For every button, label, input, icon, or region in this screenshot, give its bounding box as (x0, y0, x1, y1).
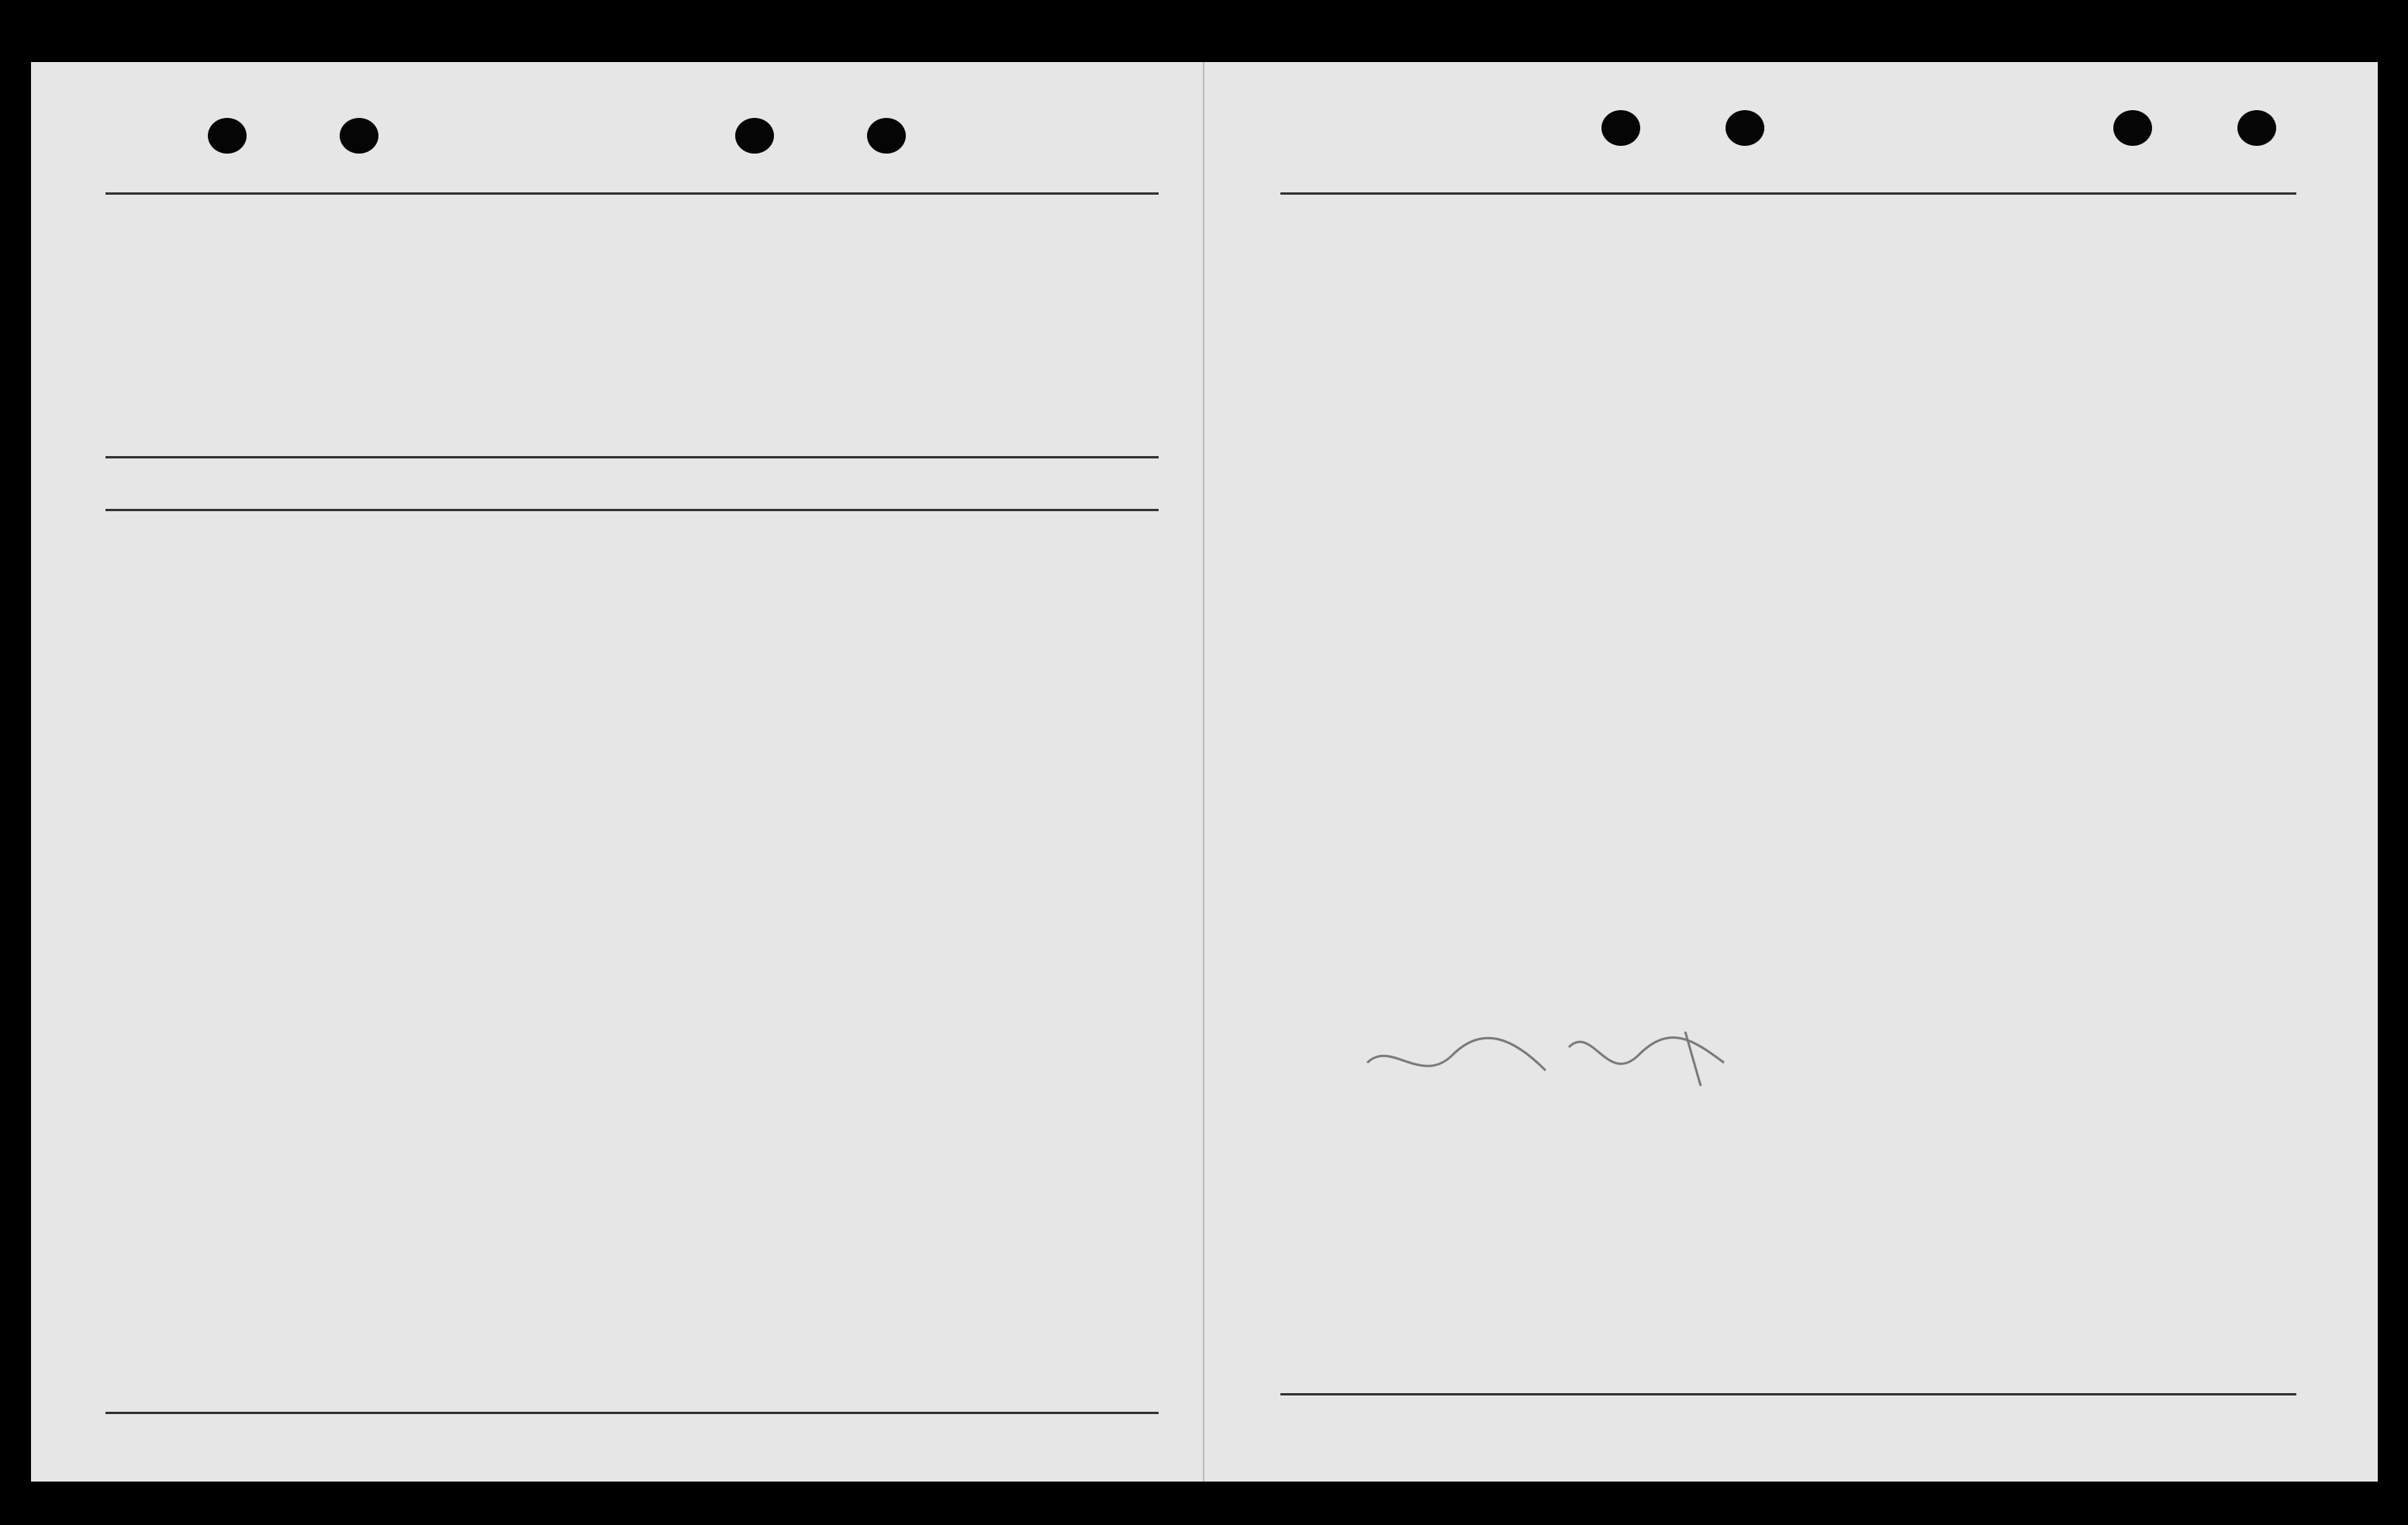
table-top-rule (105, 192, 1159, 195)
punch-hole (1726, 110, 1764, 146)
punch-hole (208, 118, 247, 154)
table-bottom-rule (105, 456, 1159, 458)
left-page (31, 62, 1204, 1482)
punch-hole (2237, 110, 2276, 146)
punch-hole (2113, 110, 2152, 146)
table-bottom-rule (105, 1412, 1159, 1414)
punch-hole (867, 118, 906, 154)
signature-mark (1359, 1008, 1763, 1101)
right-page (1204, 62, 2378, 1482)
table-bottom-rule (1280, 1393, 2296, 1395)
table-top-rule (105, 509, 1159, 511)
punch-hole (340, 118, 378, 154)
table-top-rule (1280, 192, 2296, 195)
punch-hole (735, 118, 774, 154)
punch-hole (1601, 110, 1640, 146)
